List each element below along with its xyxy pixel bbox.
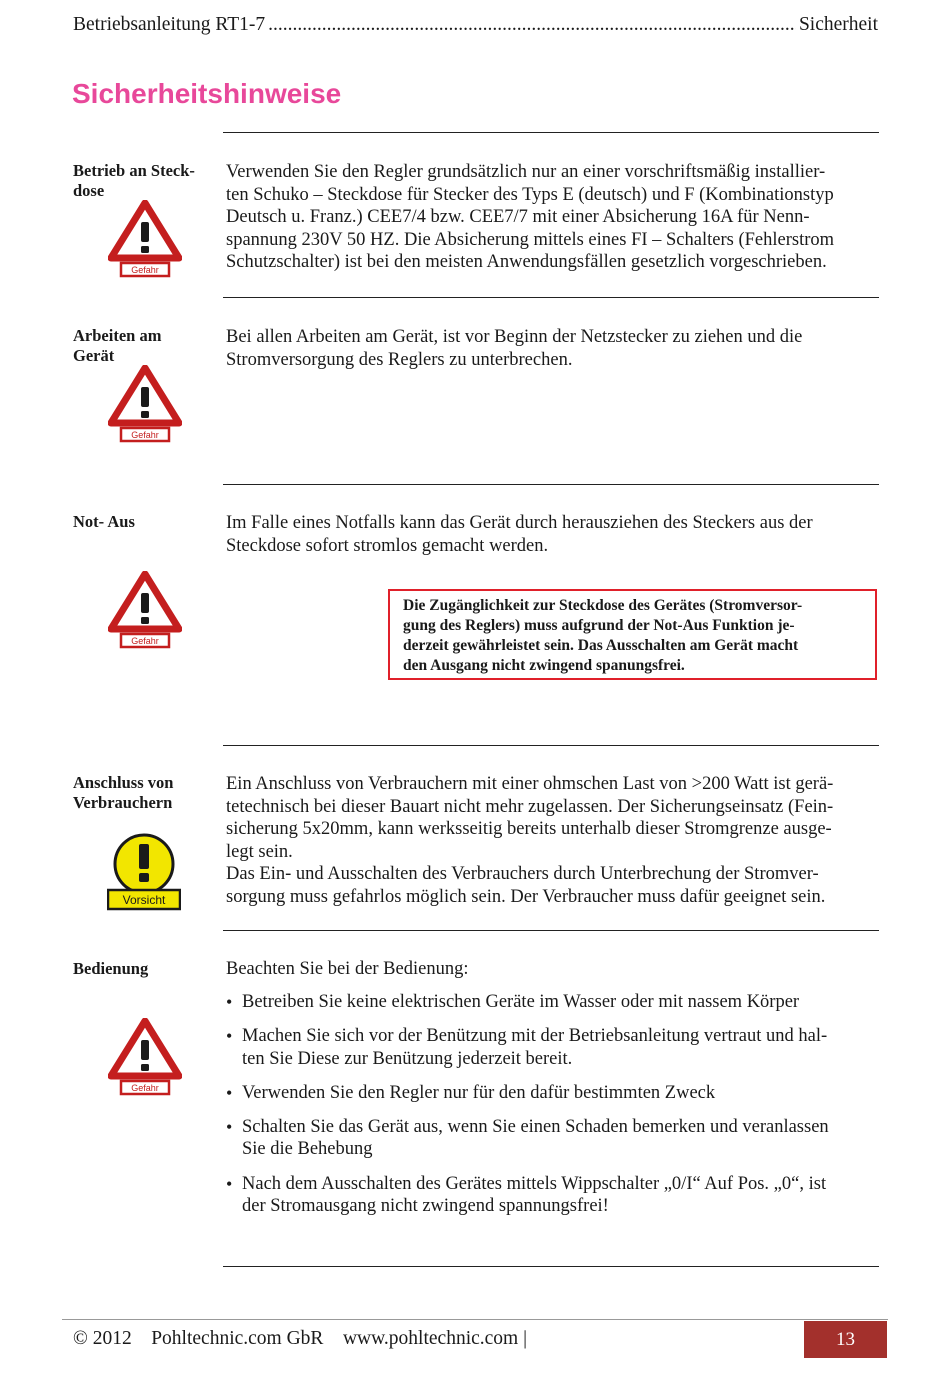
footer-copyright: © 2012 [73,1328,132,1349]
section-text-anschluss [226,773,876,909]
text-line: legt sein. [226,841,293,862]
text-line: sorgung muss gefahrlos möglich sein. Der Verbraucher muss dafür geeignet sein. [226,886,826,907]
alert-line: Die Zugänglichkeit zur Steckdose des Gerätes (Stromversor- [403,597,803,614]
header-leader-dots [268,14,796,36]
section-label-line: Gerät [73,346,115,365]
bullet-line: • Nach dem Ausschalten des Gerätes mittels Wippschalter „0/I“ Auf Pos. „0“, ist [242,1173,827,1194]
section-divider [223,930,879,931]
danger-warning-icon [108,1018,182,1096]
caution-warning-icon [107,832,181,910]
section-divider [223,745,879,746]
text-line: tetechnisch bei dieser Bauart nicht mehr zugelassen. Der Sicherungseinsatz (Fein- [226,796,834,817]
text-line: spannung 230V 50 HZ. Die Absicherung mittels eines FI – Schalters (Fehlerstrom [226,229,835,250]
bedienung-intro [226,958,876,981]
text-line: Steckdose sofort stromlos gemacht werden. [226,535,549,556]
caution-icon-label: Vorsicht [122,893,166,907]
section-label-line: dose [73,181,105,200]
list-item [226,1082,876,1105]
bullet-line: ten Sie Diese zur Benützung jederzeit bereit. [242,1048,573,1069]
alert-line: gung des Reglers) muss aufgrund der Not-Aus Funktion je- [403,617,795,634]
bullet-line: der Stromausgang nicht zwingend spannungsfrei! [242,1196,609,1217]
section-divider [223,297,879,298]
alert-line: den Ausgang nicht zwingend spanungsfrei. [403,657,685,674]
section-text-betrieb [226,161,876,274]
section-label-line: Bedienung [73,959,149,978]
danger-warning-icon [108,365,182,443]
page-footer [73,1328,527,1350]
section-label-betrieb [73,161,213,201]
section-label-anschluss [73,773,213,813]
text-line: Bei allen Arbeiten am Gerät, ist vor Beginn der Netzstecker zu ziehen und die [226,327,803,347]
danger-warning-icon [108,571,182,649]
running-header [73,14,878,36]
text-line: Ein Anschluss von Verbrauchern mit einer ohmschen Last von >200 Watt ist gerä- [226,774,834,794]
bullet-line: • Verwenden Sie den Regler nur für den dafür bestimmten Zweck [242,1082,716,1103]
bullet-line: • Schalten Sie das Gerät aus, wenn Sie einen Schaden bemerken und veranlassen [242,1116,829,1137]
header-document-title: Betriebsanleitung RT1-7 [73,14,266,35]
text-line: Schutzschalter) ist bei den meisten Anwendungsfällen gesetzlich vorgeschrieben. [226,252,827,273]
list-item [226,1173,876,1218]
danger-icon-label: Gefahr [131,430,159,440]
section-label-not-aus [73,512,213,532]
bullet-line: Sie die Behebung [242,1139,373,1160]
section-label-line: Arbeiten am [73,326,162,345]
section-label-line: Anschluss von [73,773,174,792]
text-line: Stromversorgung des Reglers zu unterbrechen. [226,349,573,370]
text-line: Verwenden Sie den Regler grundsätzlich nur an einer vorschriftsmäßig installier- [226,162,826,182]
text-line: sicherung 5x20mm, kann werksseitig bereits unterhalb dieser Stromgrenze ausge- [226,819,832,840]
section-divider [223,484,879,485]
text-line: Deutsch u. Franz.) CEE7/4 bzw. CEE7/7 mit einer Absicherung 16A für Nenn- [226,207,810,228]
bullet-line: • Machen Sie sich vor der Benützung mit der Betriebsanleitung vertraut und hal- [242,1026,828,1047]
danger-icon-label: Gefahr [131,636,159,646]
danger-icon-label: Gefahr [131,1083,159,1093]
section-label-line: Not- Aus [73,512,135,531]
text-line: Beachten Sie bei der Bedienung: [226,959,469,979]
page-number-badge: 13 [804,1321,887,1358]
section-label-bedienung [73,959,213,979]
list-item [226,991,876,1014]
text-line: Im Falle eines Notfalls kann das Gerät durch herausziehen des Steckers aus der [226,513,813,533]
section-text-arbeiten [226,326,876,371]
section-divider [223,1266,879,1267]
page-title: Sicherheitshinweise [72,78,342,109]
footer-url: www.pohltechnic.com | [342,1328,527,1349]
alert-line: derzeit gewährleistet sein. Das Ausschalten am Gerät macht [403,637,799,654]
section-label-arbeiten [73,326,213,366]
list-item [226,1025,876,1070]
bullet-line: • Betreiben Sie keine elektrischen Geräte im Wasser oder mit nassem Körper [242,992,800,1012]
footer-divider [62,1319,888,1320]
section-label-line: Verbrauchern [73,793,173,812]
section-divider [223,132,879,133]
header-chapter: Sicherheit [798,14,878,35]
not-aus-alert-box [388,589,877,680]
section-label-line: Betrieb an Steck- [73,161,195,180]
section-text-not-aus [226,512,876,557]
text-line: ten Schuko – Steckdose für Stecker des Typs E (deutsch) und F (Kombinationstyp [226,184,834,205]
danger-icon-label: Gefahr [131,265,159,275]
bedienung-bullet-list [226,991,876,1229]
list-item [226,1116,876,1161]
footer-company: Pohltechnic.com GbR [151,1328,324,1349]
danger-warning-icon [108,200,182,278]
text-line: Das Ein- und Ausschalten des Verbrauchers durch Unterbrechung der Stromver- [226,864,819,885]
